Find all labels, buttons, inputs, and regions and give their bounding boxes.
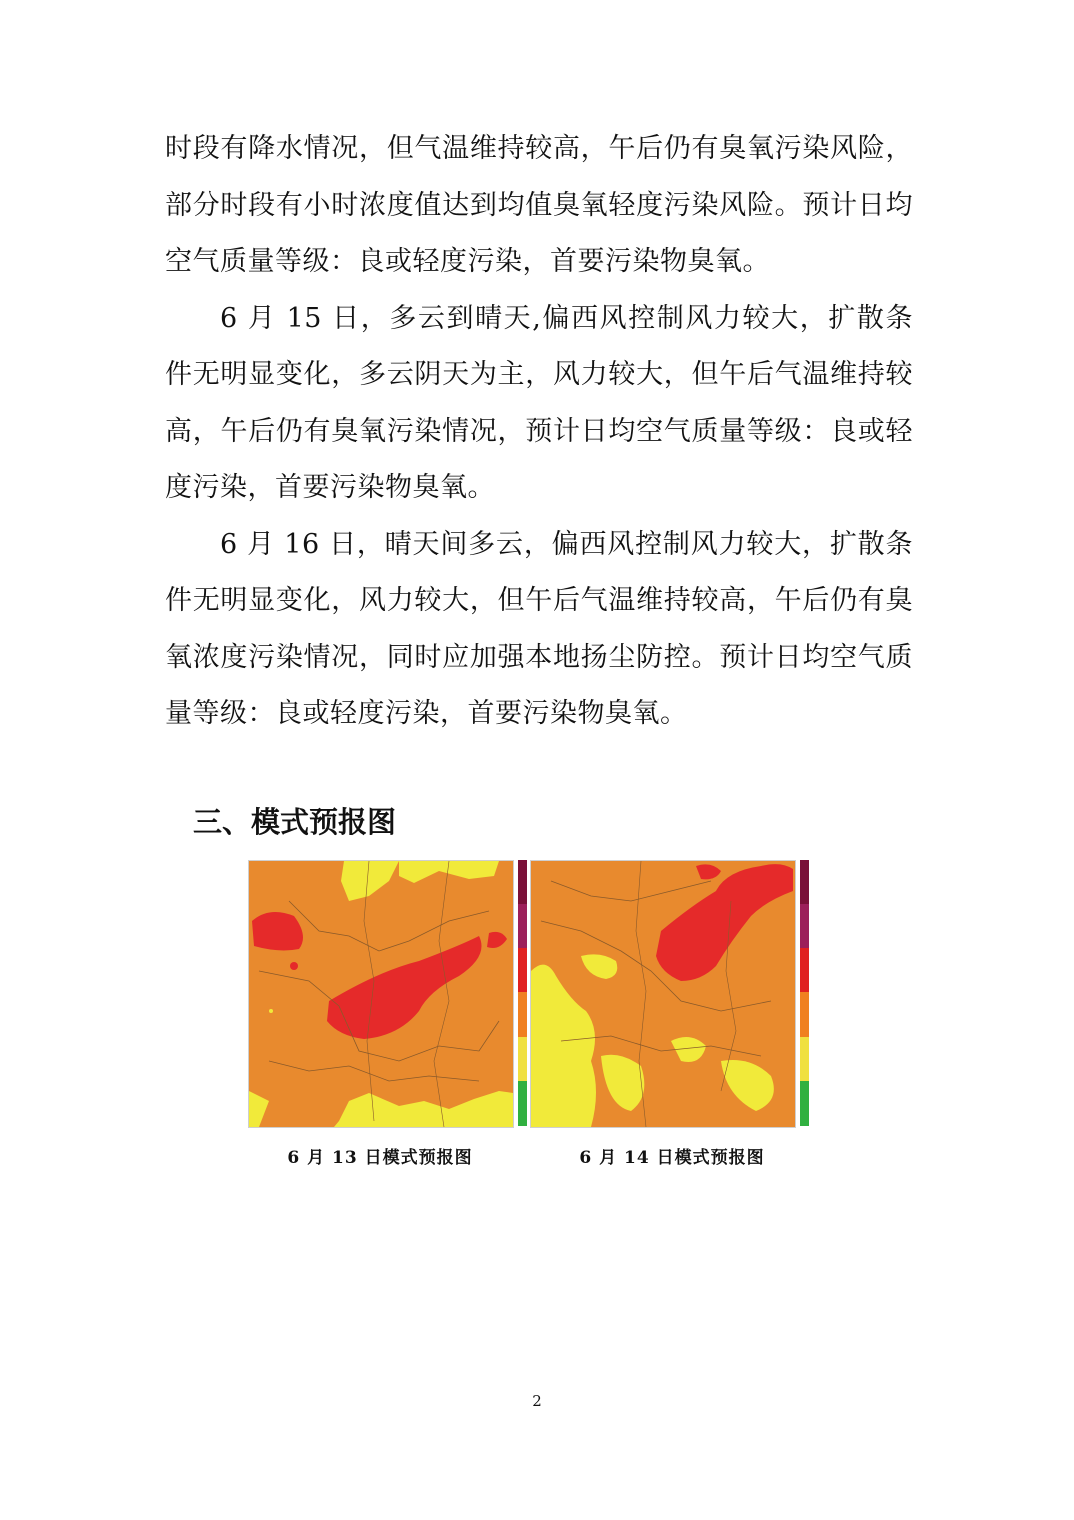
forecast-map-june-14	[530, 860, 796, 1128]
figure-caption-2: 6 月 14 日模式预报图	[579, 1148, 765, 1168]
page-number: 2	[532, 1392, 542, 1410]
paragraph-1: 时段有降水情况，但气温维持较高，午后仍有臭氧污染风险，部分时段有小时浓度值达到均值臭氧轻度污染风险。预计日均空气质量等级：良或轻度污染，首要污染物臭氧。	[165, 133, 913, 277]
legend-bar-1	[518, 860, 527, 1126]
paragraph-3: 6 月 16 日，晴天间多云，偏西风控制风力较大，扩散条件无明显变化，风力较大，但午后气温维持较高，午后仍有臭氧浓度污染情况，同时应加强本地扬尘防控。预计日均空气质量等级：良或轻度污染，首要污染物臭氧。	[165, 528, 913, 729]
figure-caption-1: 6 月 13 日模式预报图	[287, 1148, 473, 1168]
body-text	[165, 121, 913, 743]
section-heading: 三、模式预报图	[193, 805, 397, 839]
forecast-map-june-13	[248, 860, 514, 1128]
paragraph-2: 6 月 15 日，多云到晴天,偏西风控制风力较大，扩散条件无明显变化，多云阴天为主，风力较大，但午后气温维持较高，午后仍有臭氧污染情况，预计日均空气质量等级：良或轻度污染，首要污染物臭氧。	[165, 302, 913, 503]
legend-bar-2	[800, 860, 809, 1126]
